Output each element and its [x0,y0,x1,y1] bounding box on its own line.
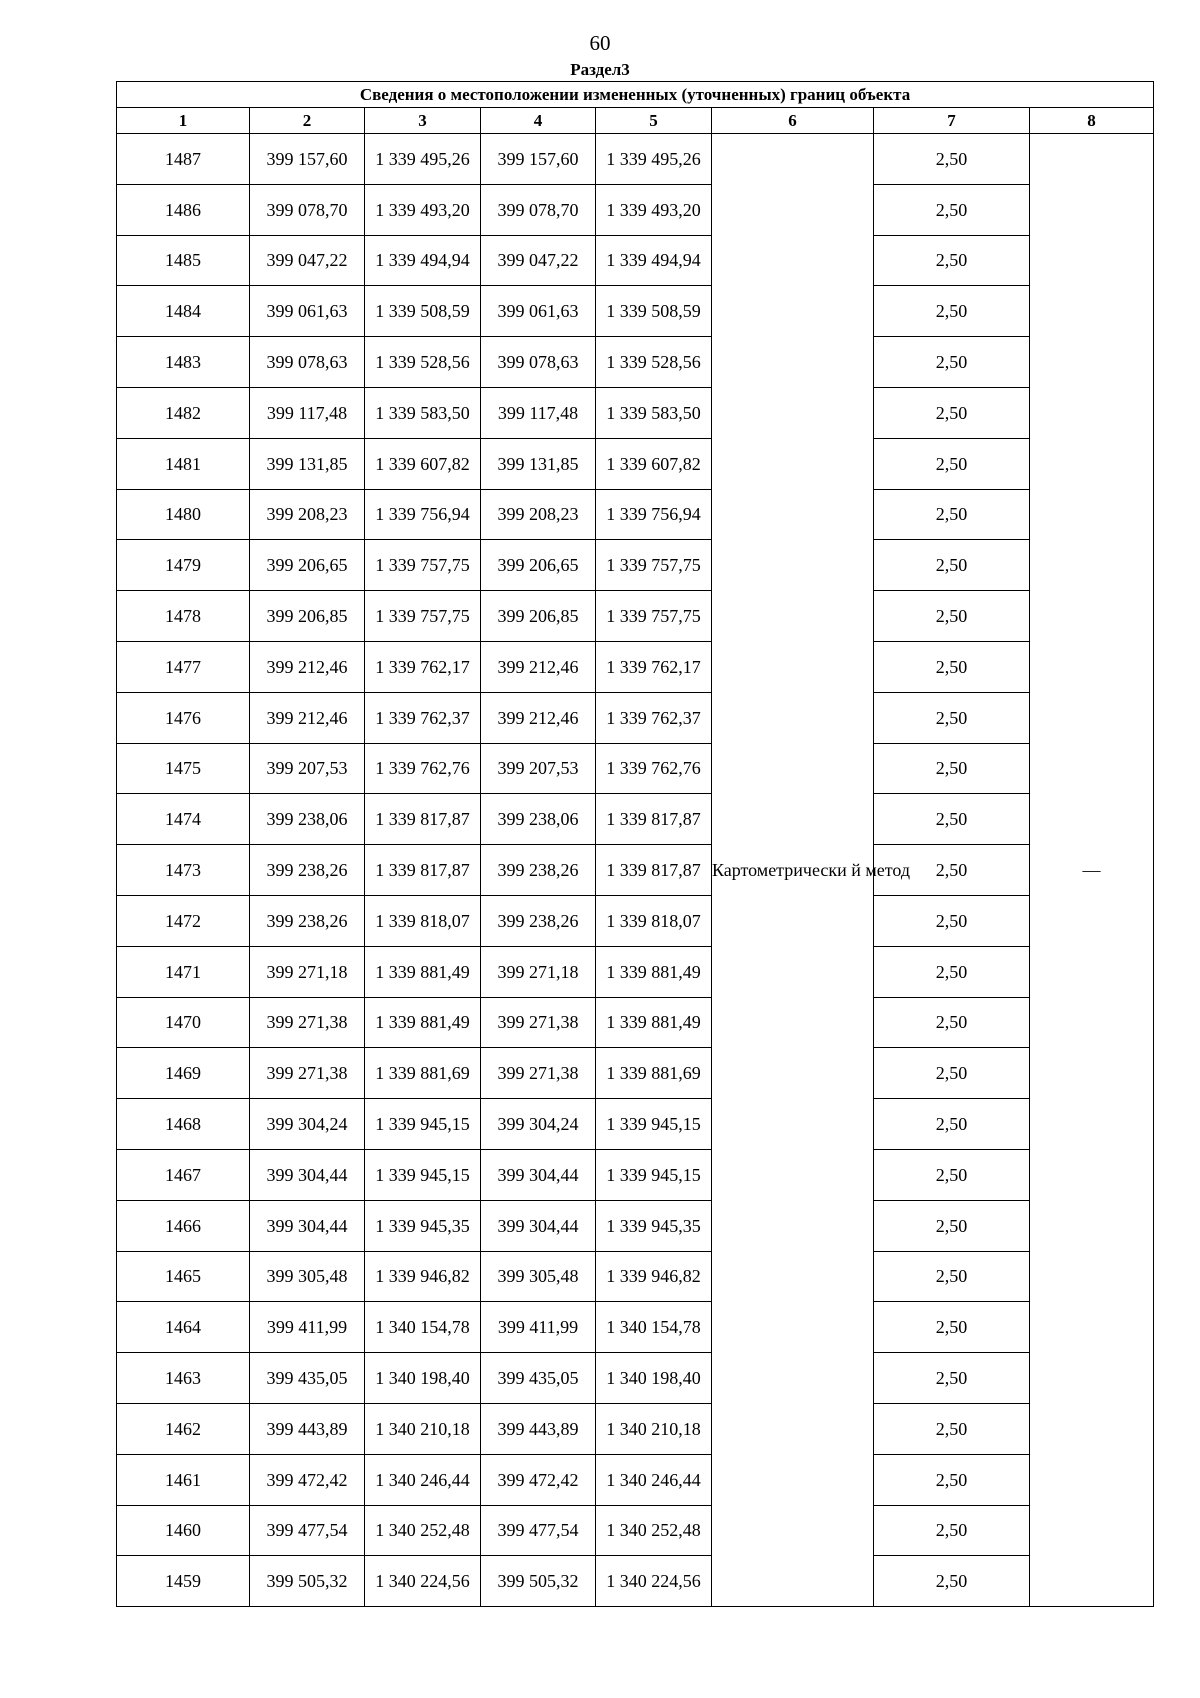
y-old-cell: 1 339 495,26 [365,134,481,185]
x-old-cell: 399 117,48 [250,387,365,438]
table-row [117,895,1154,946]
y-new-cell: 1 339 508,59 [596,286,712,337]
accuracy-cell: 2,50 [874,235,1030,286]
point-number-cell: 1485 [117,235,250,286]
table-row [117,134,1154,185]
x-old-cell: 399 131,85 [250,438,365,489]
method-cell: Картометрически й метод [712,134,874,1607]
table-row [117,1505,1154,1556]
point-number-cell: 1475 [117,743,250,794]
point-number-cell: 1476 [117,692,250,743]
point-number-cell: 1482 [117,387,250,438]
x-new-cell: 399 208,23 [481,489,596,540]
y-new-cell: 1 339 528,56 [596,337,712,388]
table-row [117,743,1154,794]
y-old-cell: 1 339 945,15 [365,1099,481,1150]
y-old-cell: 1 339 757,75 [365,591,481,642]
x-old-cell: 399 472,42 [250,1454,365,1505]
y-old-cell: 1 339 881,49 [365,946,481,997]
y-new-cell: 1 339 881,49 [596,997,712,1048]
accuracy-cell: 2,50 [874,286,1030,337]
table-row [117,235,1154,286]
x-new-cell: 399 131,85 [481,438,596,489]
x-new-cell: 399 304,44 [481,1149,596,1200]
table-row [117,692,1154,743]
x-old-cell: 399 047,22 [250,235,365,286]
table-row [117,438,1154,489]
x-new-cell: 399 271,38 [481,997,596,1048]
accuracy-cell: 2,50 [874,794,1030,845]
accuracy-cell: 2,50 [874,895,1030,946]
y-new-cell: 1 339 762,37 [596,692,712,743]
accuracy-cell: 2,50 [874,1149,1030,1200]
x-new-cell: 399 238,26 [481,895,596,946]
point-number-cell: 1484 [117,286,250,337]
point-number-cell: 1464 [117,1302,250,1353]
boundary-coordinates-table [116,81,1154,1607]
accuracy-cell: 2,50 [874,1251,1030,1302]
point-number-cell: 1474 [117,794,250,845]
y-old-cell: 1 339 762,37 [365,692,481,743]
x-new-cell: 399 435,05 [481,1353,596,1404]
point-number-cell: 1477 [117,641,250,692]
x-new-cell: 399 157,60 [481,134,596,185]
x-old-cell: 399 304,24 [250,1099,365,1150]
accuracy-cell: 2,50 [874,692,1030,743]
y-new-cell: 1 339 757,75 [596,591,712,642]
x-new-cell: 399 505,32 [481,1556,596,1607]
x-old-cell: 399 206,65 [250,540,365,591]
accuracy-cell: 2,50 [874,591,1030,642]
point-number-cell: 1471 [117,946,250,997]
y-old-cell: 1 339 756,94 [365,489,481,540]
x-new-cell: 399 047,22 [481,235,596,286]
x-old-cell: 399 304,44 [250,1149,365,1200]
table-row [117,997,1154,1048]
point-number-cell: 1460 [117,1505,250,1556]
y-new-cell: 1 339 945,15 [596,1149,712,1200]
accuracy-cell: 2,50 [874,184,1030,235]
table-row [117,1302,1154,1353]
y-old-cell: 1 339 762,17 [365,641,481,692]
point-number-cell: 1459 [117,1556,250,1607]
table-row [117,489,1154,540]
section-title: Раздел3 [570,60,630,79]
x-old-cell: 399 238,26 [250,895,365,946]
table-row [117,1353,1154,1404]
x-old-cell: 399 411,99 [250,1302,365,1353]
y-new-cell: 1 340 224,56 [596,1556,712,1607]
x-old-cell: 399 078,63 [250,337,365,388]
y-old-cell: 1 339 881,49 [365,997,481,1048]
description-cell: — [1030,134,1154,1607]
x-old-cell: 399 212,46 [250,641,365,692]
x-new-cell: 399 304,24 [481,1099,596,1150]
table-row [117,1099,1154,1150]
x-old-cell: 399 238,26 [250,845,365,896]
y-old-cell: 1 339 881,69 [365,1048,481,1099]
point-number-cell: 1480 [117,489,250,540]
table-row [117,946,1154,997]
y-new-cell: 1 339 817,87 [596,794,712,845]
table-row [117,1454,1154,1505]
y-new-cell: 1 339 945,35 [596,1200,712,1251]
y-old-cell: 1 340 224,56 [365,1556,481,1607]
accuracy-cell: 2,50 [874,743,1030,794]
table-row [117,1251,1154,1302]
column-number-8: 8 [1030,108,1154,134]
y-old-cell: 1 339 945,15 [365,1149,481,1200]
table-row [117,540,1154,591]
column-number-2: 2 [250,108,365,134]
point-number-cell: 1481 [117,438,250,489]
point-number-cell: 1486 [117,184,250,235]
point-number-cell: 1473 [117,845,250,896]
table-row [117,184,1154,235]
x-old-cell: 399 435,05 [250,1353,365,1404]
point-number-cell: 1462 [117,1403,250,1454]
accuracy-cell: 2,50 [874,540,1030,591]
x-new-cell: 399 078,70 [481,184,596,235]
y-new-cell: 1 339 817,87 [596,845,712,896]
x-new-cell: 399 212,46 [481,641,596,692]
x-old-cell: 399 304,44 [250,1200,365,1251]
x-old-cell: 399 305,48 [250,1251,365,1302]
column-number-row [117,108,1154,134]
x-new-cell: 399 271,38 [481,1048,596,1099]
y-new-cell: 1 340 246,44 [596,1454,712,1505]
accuracy-cell: 2,50 [874,1048,1030,1099]
y-old-cell: 1 340 252,48 [365,1505,481,1556]
y-new-cell: 1 339 493,20 [596,184,712,235]
y-new-cell: 1 339 818,07 [596,895,712,946]
x-new-cell: 399 206,85 [481,591,596,642]
accuracy-cell: 2,50 [874,387,1030,438]
point-number-cell: 1483 [117,337,250,388]
y-old-cell: 1 339 946,82 [365,1251,481,1302]
y-new-cell: 1 340 252,48 [596,1505,712,1556]
x-old-cell: 399 212,46 [250,692,365,743]
y-new-cell: 1 340 198,40 [596,1353,712,1404]
x-old-cell: 399 443,89 [250,1403,365,1454]
table-row [117,794,1154,845]
accuracy-cell: 2,50 [874,997,1030,1048]
x-old-cell: 399 238,06 [250,794,365,845]
table-row [117,1403,1154,1454]
point-number-cell: 1472 [117,895,250,946]
point-number-cell: 1478 [117,591,250,642]
accuracy-cell: 2,50 [874,1454,1030,1505]
y-old-cell: 1 339 817,87 [365,845,481,896]
accuracy-cell: 2,50 [874,1302,1030,1353]
x-new-cell: 399 212,46 [481,692,596,743]
x-old-cell: 399 505,32 [250,1556,365,1607]
y-old-cell: 1 339 528,56 [365,337,481,388]
x-new-cell: 399 207,53 [481,743,596,794]
column-number-7: 7 [874,108,1030,134]
table-row [117,591,1154,642]
accuracy-cell: 2,50 [874,337,1030,388]
y-new-cell: 1 339 756,94 [596,489,712,540]
point-number-cell: 1479 [117,540,250,591]
page-number: 60 [589,31,611,55]
x-new-cell: 399 061,63 [481,286,596,337]
y-old-cell: 1 339 508,59 [365,286,481,337]
y-new-cell: 1 339 494,94 [596,235,712,286]
accuracy-cell: 2,50 [874,1403,1030,1454]
column-number-4: 4 [481,108,596,134]
x-old-cell: 399 271,38 [250,997,365,1048]
y-new-cell: 1 339 583,50 [596,387,712,438]
table-row [117,387,1154,438]
point-number-cell: 1469 [117,1048,250,1099]
x-new-cell: 399 472,42 [481,1454,596,1505]
column-number-3: 3 [365,108,481,134]
table-row [117,1048,1154,1099]
accuracy-cell: 2,50 [874,1556,1030,1607]
table-row [117,1556,1154,1607]
y-new-cell: 1 339 495,26 [596,134,712,185]
table-body [117,134,1154,1607]
x-old-cell: 399 157,60 [250,134,365,185]
y-new-cell: 1 339 762,76 [596,743,712,794]
table-row [117,1149,1154,1200]
y-old-cell: 1 340 198,40 [365,1353,481,1404]
point-number-cell: 1487 [117,134,250,185]
column-number-1: 1 [117,108,250,134]
y-new-cell: 1 340 154,78 [596,1302,712,1353]
point-number-cell: 1466 [117,1200,250,1251]
x-new-cell: 399 305,48 [481,1251,596,1302]
x-new-cell: 399 078,63 [481,337,596,388]
y-old-cell: 1 339 583,50 [365,387,481,438]
x-old-cell: 399 208,23 [250,489,365,540]
y-new-cell: 1 339 762,17 [596,641,712,692]
x-old-cell: 399 207,53 [250,743,365,794]
x-new-cell: 399 238,26 [481,845,596,896]
x-new-cell: 399 477,54 [481,1505,596,1556]
y-old-cell: 1 339 945,35 [365,1200,481,1251]
x-new-cell: 399 304,44 [481,1200,596,1251]
table-row [117,337,1154,388]
point-number-cell: 1463 [117,1353,250,1404]
accuracy-cell: 2,50 [874,1200,1030,1251]
x-new-cell: 399 443,89 [481,1403,596,1454]
table-row [117,845,1154,896]
accuracy-cell: 2,50 [874,1099,1030,1150]
y-old-cell: 1 339 757,75 [365,540,481,591]
x-old-cell: 399 206,85 [250,591,365,642]
y-new-cell: 1 339 757,75 [596,540,712,591]
x-new-cell: 399 117,48 [481,387,596,438]
x-old-cell: 399 477,54 [250,1505,365,1556]
accuracy-cell: 2,50 [874,1353,1030,1404]
point-number-cell: 1461 [117,1454,250,1505]
y-old-cell: 1 340 154,78 [365,1302,481,1353]
y-old-cell: 1 340 246,44 [365,1454,481,1505]
accuracy-cell: 2,50 [874,641,1030,692]
accuracy-cell: 2,50 [874,845,1030,896]
y-old-cell: 1 339 607,82 [365,438,481,489]
y-old-cell: 1 339 818,07 [365,895,481,946]
x-new-cell: 399 206,65 [481,540,596,591]
column-number-6: 6 [712,108,874,134]
y-new-cell: 1 339 946,82 [596,1251,712,1302]
y-new-cell: 1 339 607,82 [596,438,712,489]
y-old-cell: 1 339 817,87 [365,794,481,845]
y-new-cell: 1 339 945,15 [596,1099,712,1150]
accuracy-cell: 2,50 [874,946,1030,997]
accuracy-cell: 2,50 [874,1505,1030,1556]
table-row [117,286,1154,337]
point-number-cell: 1470 [117,997,250,1048]
table-caption-row [117,82,1154,108]
x-old-cell: 399 271,18 [250,946,365,997]
y-old-cell: 1 339 493,20 [365,184,481,235]
x-new-cell: 399 411,99 [481,1302,596,1353]
x-old-cell: 399 078,70 [250,184,365,235]
y-old-cell: 1 339 494,94 [365,235,481,286]
x-new-cell: 399 238,06 [481,794,596,845]
table-caption: Сведения о местоположении измененных (уточненных) границ объекта [117,82,1154,108]
table-row [117,641,1154,692]
table-row [117,1200,1154,1251]
y-old-cell: 1 340 210,18 [365,1403,481,1454]
x-old-cell: 399 061,63 [250,286,365,337]
point-number-cell: 1467 [117,1149,250,1200]
column-number-5: 5 [596,108,712,134]
y-old-cell: 1 339 762,76 [365,743,481,794]
accuracy-cell: 2,50 [874,134,1030,185]
y-new-cell: 1 340 210,18 [596,1403,712,1454]
x-old-cell: 399 271,38 [250,1048,365,1099]
x-new-cell: 399 271,18 [481,946,596,997]
y-new-cell: 1 339 881,69 [596,1048,712,1099]
accuracy-cell: 2,50 [874,438,1030,489]
point-number-cell: 1465 [117,1251,250,1302]
accuracy-cell: 2,50 [874,489,1030,540]
y-new-cell: 1 339 881,49 [596,946,712,997]
point-number-cell: 1468 [117,1099,250,1150]
